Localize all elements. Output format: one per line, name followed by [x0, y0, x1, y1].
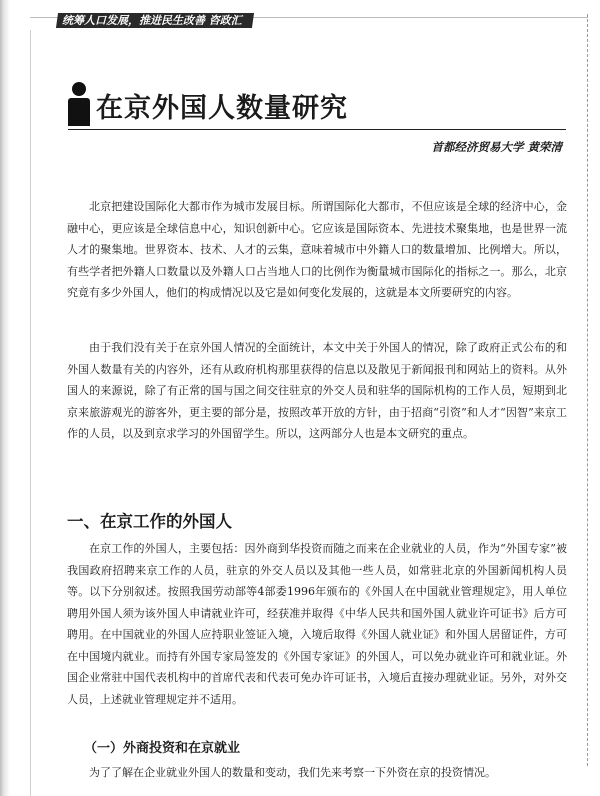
article-title: 在京外国人数量研究 [96, 93, 348, 124]
subsection-paragraph: 为了了解在企业就业外国人的数量和变动，我们先来考察一下外资在京的投资情况。 [89, 766, 496, 779]
left-margin-line [30, 30, 31, 796]
series-label: 统筹人口发展，推进民生改善 咨政汇编 [61, 14, 242, 42]
intro-paragraph: 北京把建设国际化大都市作为城市发展目标。所谓国际化大都市，不但应该是全球的经济中心，金融中心，更应该是全球信息中心，知识创新中心。它应该是国际资本、先进技术聚集地，也是世界一流人才的聚集地。世界资本、技术、人才的云集，意味着城市中外籍人口的数量增加、比例增大。所以，有些学者把外籍人口数量以及外籍人口占当地人口的比例作为衡量城市国际化的指标之一。那么，北京究竟有多少外国人，他们的构成情况以及它是如何变化发展的，这就是本文所要研究的内容。 [67, 200, 567, 299]
section-paragraph: 在京工作的外国人，主要包括：因外商到华投资而随之而来在企业就业的人员，作为“外国专家”被我国政府招聘来京工作的人员，驻京的外交人员以及其他一些人员，如常驻北京的外国新闻机构人员等。以下分别叙述。按照我国劳动部等4部委1996年颁布的《外国人在中国就业管理规定》，用人单位聘用外国人须为该外国人申请就业许可，经获准并取得《中华人民共和国外国人就业许可证书》后方可聘用。在中国就业的外国人应持职业签证入境，入境后取得《外国人就业证》和外国人居留证件，方可在中国境内就业。而持有外国专家局签发的《外国专家证》的外国人，可以免办就业许可和就业证。外国企业常驻中国代表机构中的首席代表和代表可免办许可证书，入境后直接办理就业证。另外，对外交人员，上述就业管理规定并不适用。 [67, 542, 567, 706]
sources-paragraph: 由于我们没有关于在京外国人情况的全面统计，本文中关于外国人的情况，除了政府正式公布的和外国人数量有关的内容外，还有从政府机构那里获得的信息以及散见于新闻报刊和网站上的资料。从外国人的来源说，除了有正常的国与国之间交往驻京的外交人员和驻华的国际机构的工作人员，短期到北京来旅游观光的游客外，更主要的部分是，按照改革开放的方针，由于招商“引资”和人才“因智”来京工作的人员，以及到京求学习的外国留学生。所以，这两部分人也是本文研究的重点。 [67, 341, 567, 440]
page-binding-shadow [0, 0, 10, 796]
author-line: 首都经济贸易大学 黄荣清 [431, 140, 562, 154]
series-header-band [56, 13, 254, 42]
person-icon [68, 82, 90, 126]
title-underline [68, 129, 566, 130]
right-margin-line [587, 14, 588, 766]
section-heading: 一、在京工作的外国人 [67, 512, 232, 531]
article-title-row [68, 80, 568, 128]
subsection-heading: （一）外商投资和在京就业 [84, 741, 241, 756]
